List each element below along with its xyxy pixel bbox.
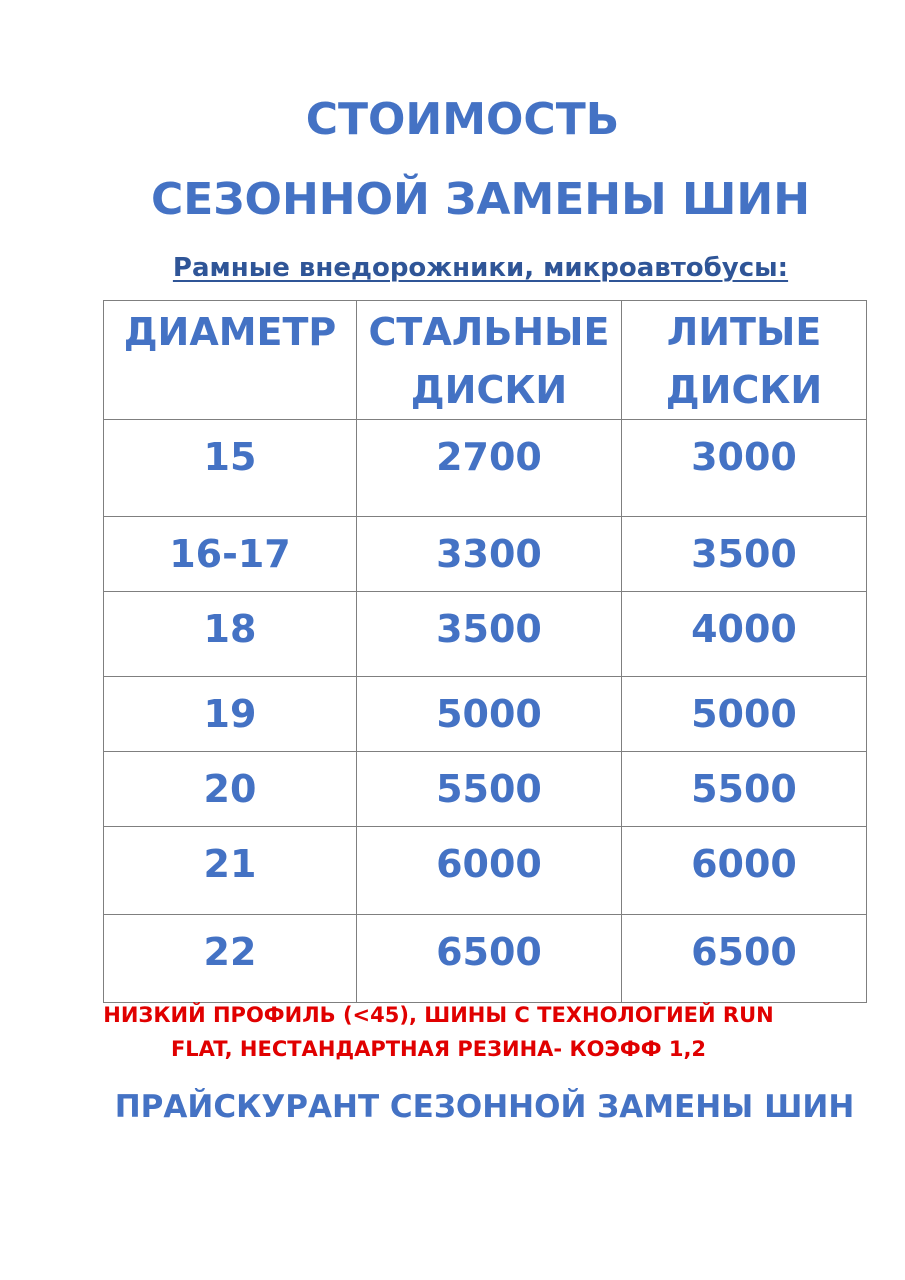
subtitle — [28, 250, 905, 286]
note-line-1: НИЗКИЙ ПРОФИЛЬ (<45), ШИНЫ С ТЕХНОЛОГИЕЙ RUN — [103, 1003, 774, 1027]
cell-steel-price: 2700 — [357, 420, 622, 517]
page-title-line-2: СЕЗОННОЙ ЗАМЕНЫ ШИН — [150, 174, 811, 225]
header-steel-wheels — [357, 301, 622, 420]
header-diameter-label: ДИАМЕТР — [123, 310, 337, 354]
table-header-row — [104, 301, 867, 420]
cell-steel-price: 3300 — [357, 517, 622, 592]
cell-diameter: 18 — [104, 592, 357, 677]
table-row — [104, 420, 867, 517]
low-profile-coefficient-note — [0, 998, 891, 1066]
note-line-2: FLAT, НЕСТАНДАРТНАЯ РЕЗИНА- КОЭФФ 1,2 — [170, 1037, 707, 1061]
cell-alloy-price: 6500 — [622, 915, 867, 1003]
cell-steel-price: 6500 — [357, 915, 622, 1003]
cell-steel-price: 5000 — [357, 677, 622, 752]
table-row — [104, 517, 867, 592]
table-row — [104, 752, 867, 827]
cell-diameter: 15 — [104, 420, 357, 517]
price-table — [103, 300, 867, 1003]
header-diameter — [104, 301, 357, 420]
cell-alloy-price: 4000 — [622, 592, 867, 677]
cell-alloy-price: 6000 — [622, 827, 867, 915]
cell-diameter: 19 — [104, 677, 357, 752]
cell-steel-price: 6000 — [357, 827, 622, 915]
header-alloy-line-1: ЛИТЫЕ — [666, 310, 822, 354]
header-alloy-wheels — [622, 301, 867, 420]
cell-diameter: 20 — [104, 752, 357, 827]
cell-alloy-price: 5500 — [622, 752, 867, 827]
cell-alloy-price: 3500 — [622, 517, 867, 592]
cell-steel-price: 3500 — [357, 592, 622, 677]
cell-alloy-price: 5000 — [622, 677, 867, 752]
cell-alloy-price: 3000 — [622, 420, 867, 517]
footer-heading: ПРАЙСКУРАНТ СЕЗОННОЙ ЗАМЕНЫ ШИН — [114, 1089, 855, 1125]
cell-diameter: 16-17 — [104, 517, 357, 592]
cell-diameter: 21 — [104, 827, 357, 915]
page-title-line-1: СТОИМОСТЬ — [305, 94, 620, 145]
header-steel-line-1: СТАЛЬНЫЕ — [368, 310, 610, 354]
header-steel-line-2: ДИСКИ — [410, 368, 568, 412]
table-row — [104, 827, 867, 915]
cell-steel-price: 5500 — [357, 752, 622, 827]
header-alloy-line-2: ДИСКИ — [665, 368, 823, 412]
table-row — [104, 592, 867, 677]
subtitle-text: Рамные внедорожники, микроавтобусы: — [172, 253, 789, 283]
table-row — [104, 915, 867, 1003]
cell-diameter: 22 — [104, 915, 357, 1003]
table-row — [104, 677, 867, 752]
